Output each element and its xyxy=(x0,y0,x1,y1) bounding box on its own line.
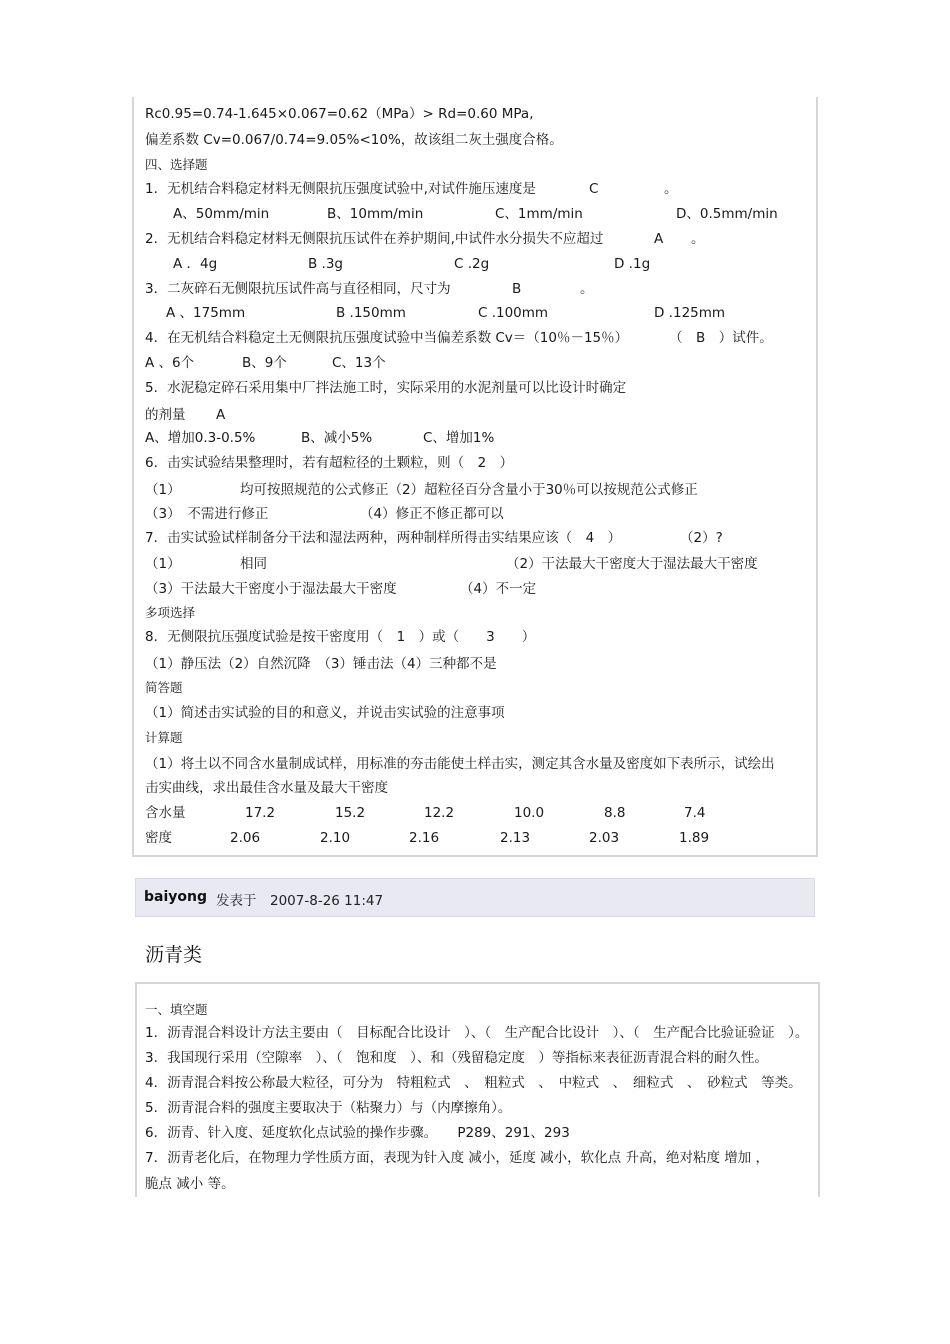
post-title: 沥青类 xyxy=(145,944,203,966)
fill-question-3: 3．我国现行采用（空隙率 ）、（ 饱和度 ）、和（残留稳定度 ）等指标来表征沥青混合料的耐久性。 xyxy=(145,1050,768,1066)
question-3-answer: B xyxy=(512,281,522,297)
post-header-bar xyxy=(135,878,815,917)
q7-option-4: （4）不一定 xyxy=(460,581,537,597)
q4-option-c: C、13个 xyxy=(332,355,386,371)
q2-option-c: C .2g xyxy=(454,256,490,272)
q1-option-a: A、50mm/min xyxy=(173,206,270,222)
question-3: 3．二灰碎石无侧限抗压试件高与直径相同，尺寸为 xyxy=(145,281,451,297)
table-cell: 8.8 xyxy=(604,805,626,821)
table-cell: 2.13 xyxy=(500,830,531,846)
section-heading-short: 简答题 xyxy=(145,680,183,695)
question-2: 2．无机结合料稳定材料无侧限抗压试件在养护期间,中试件水分损失不应超过 xyxy=(145,231,604,247)
question-6: 6．击实试验结果整理时，若有超粒径的土颗粒，则（ 2 ） xyxy=(145,455,514,471)
q3-option-a: A 、175mm xyxy=(166,305,246,321)
fill-question-6: 6．沥青、针入度、延度软化点试验的操作步骤。 P289、291、293 xyxy=(145,1125,570,1141)
q3-option-b: B .150mm xyxy=(336,305,406,321)
calc-question-1: （1）将土以不同含水量制成试样，用标准的夯击能使土样击实，测定其含水量及密度如下表所示，试绘出 xyxy=(145,756,775,772)
table-cell: 2.06 xyxy=(230,830,261,846)
section-heading-calc: 计算题 xyxy=(145,730,183,745)
q2-option-b: B .3g xyxy=(308,256,344,272)
q2-option-d: D .1g xyxy=(614,256,651,272)
short-question-1: （1）简述击实试验的目的和意义，并说击实试验的注意事项 xyxy=(145,705,505,721)
table-cell: 1.89 xyxy=(679,830,710,846)
q5-option-b: B、减小5% xyxy=(301,430,373,446)
section-heading-fill: 一、填空题 xyxy=(145,1002,208,1017)
q7-option-2: （2）干法最大干密度大于湿法最大干密度 xyxy=(506,556,758,572)
post-timestamp: 发表于 2007-8-26 11:47 xyxy=(216,893,384,909)
question-7-extra: （2）? xyxy=(680,530,723,546)
post-author-link[interactable]: baiyong xyxy=(144,889,207,905)
question-4-answer: （ B ）试件。 xyxy=(669,330,773,346)
question-3-end: 。 xyxy=(580,281,594,297)
fill-question-1: 1．沥青混合料设计方法主要由（ 目标配合比设计 ）、（ 生产配合比设计 ）、（ 生产配合比验证验证 ）。 xyxy=(145,1025,809,1041)
q1-option-b: B、10mm/min xyxy=(327,206,424,222)
q6-option-3: （3） 不需进行修正 xyxy=(145,506,269,522)
question-5-cont: 的剂量 xyxy=(145,407,186,423)
question-1-end: 。 xyxy=(664,181,678,197)
q4-option-a: A 、6个 xyxy=(145,355,195,371)
question-7: 7．击实试验试样制备分干法和湿法两种，两种制样所得击实结果应该（ 4 ） xyxy=(145,530,622,546)
question-5-answer: A xyxy=(216,407,226,423)
q3-option-c: C .100mm xyxy=(478,305,549,321)
table-row-label-density: 密度 xyxy=(145,830,172,846)
q2-option-a: A ．4g xyxy=(173,256,218,272)
table-cell: 2.10 xyxy=(320,830,351,846)
section-heading-multi: 多项选择 xyxy=(145,605,196,620)
calc-line-rc: Rc0.95=0.74-1.645×0.067=0.62（MPa）> Rd=0.60 MPa, xyxy=(145,106,534,122)
q6-option-1-text: 均可按照规范的公式修正（2）超粒径百分含量小于30％可以按规范公式修正 xyxy=(240,482,698,498)
table-cell: 7.4 xyxy=(684,805,706,821)
q7-option-1-text: 相同 xyxy=(240,556,267,572)
q1-option-c: C、1mm/min xyxy=(495,206,583,222)
question-4: 4．在无机结合料稳定土无侧限抗压强度试验中当偏差系数 Cv＝（10％－15％） xyxy=(145,330,629,346)
q7-option-1: （1） xyxy=(145,556,181,572)
q1-option-d: D、0.5mm/min xyxy=(676,206,778,222)
table-cell: 2.16 xyxy=(409,830,440,846)
q7-option-3: （3）干法最大干密度小于湿法最大干密度 xyxy=(145,581,397,597)
question-2-end: 。 xyxy=(691,231,705,247)
table-cell: 17.2 xyxy=(245,805,276,821)
question-1-answer: C xyxy=(589,181,599,197)
q4-option-b: B、9个 xyxy=(242,355,287,371)
fill-question-5: 5．沥青混合料的强度主要取决于（粘聚力）与（内摩擦角）。 xyxy=(145,1100,512,1116)
table-cell: 2.03 xyxy=(589,830,620,846)
table-cell: 15.2 xyxy=(335,805,366,821)
q3-option-d: D .125mm xyxy=(654,305,726,321)
q6-option-4: （4）修正不修正都可以 xyxy=(360,506,504,522)
fill-question-7: 7．沥青老化后，在物理力学性质方面，表现为针入度 减小，延度 减小，软化点 升高，绝对粘度 增加 ， xyxy=(145,1150,770,1166)
fill-question-4: 4．沥青混合料按公称最大粒径，可分为 特粗粒式 、 粗粒式 、 中粒式 、 细粒式 、 砂粒式 等类。 xyxy=(145,1075,802,1091)
table-cell: 10.0 xyxy=(514,805,545,821)
question-8: 8．无侧限抗压强度试验是按干密度用（ 1 ）或（ 3 ） xyxy=(145,629,536,645)
table-row-label-moisture: 含水量 xyxy=(145,805,186,821)
q5-option-a: A、增加0.3-0.5% xyxy=(145,430,256,446)
table-cell: 12.2 xyxy=(424,805,455,821)
calc-question-1-cont: 击实曲线，求出最佳含水量及最大干密度 xyxy=(145,780,388,796)
section-heading-choice: 四、选择题 xyxy=(145,157,208,172)
question-2-answer: A xyxy=(654,231,664,247)
fill-question-7-cont: 脆点 减小 等。 xyxy=(145,1176,235,1192)
q6-option-1: （1） xyxy=(145,482,181,498)
question-5: 5．水泥稳定碎石采用集中厂拌法施工时，实际采用的水泥剂量可以比设计时确定 xyxy=(145,380,627,396)
q8-options: （1）静压法（2）自然沉降 （3）锤击法（4）三种都不是 xyxy=(145,656,497,672)
calc-line-cv: 偏差系数 Cv=0.067/0.74=9.05%<10%，故该组二灰土强度合格。 xyxy=(145,132,563,148)
question-1: 1．无机结合料稳定材料无侧限抗压强度试验中,对试件施压速度是 xyxy=(145,181,536,197)
q5-option-c: C、增加1% xyxy=(423,430,495,446)
